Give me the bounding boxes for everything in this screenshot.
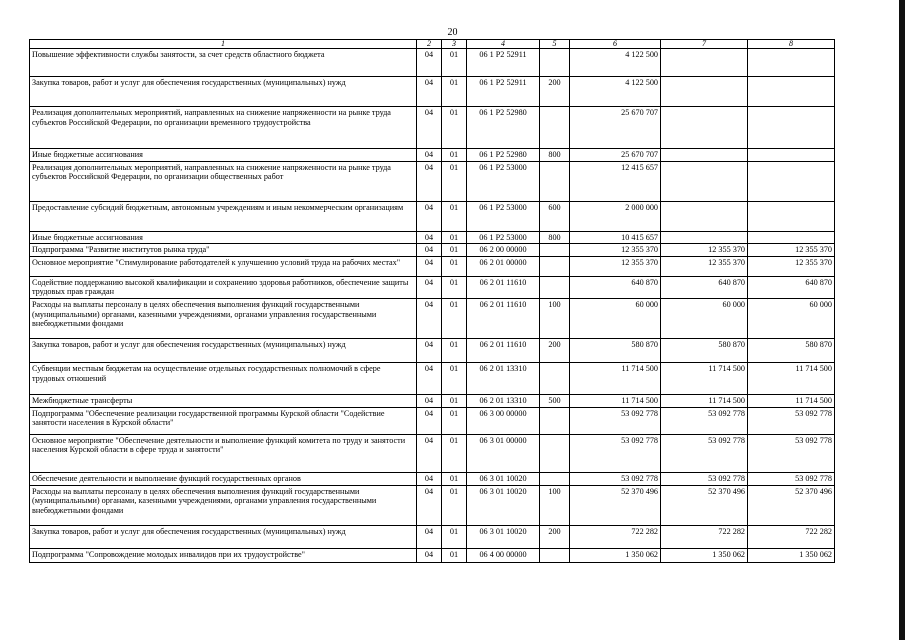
subsection-code: 01	[442, 201, 467, 231]
subsection-code: 01	[442, 231, 467, 244]
target-article-code: 06 1 Р2 52911	[467, 77, 540, 107]
row-name: Закупка товаров, работ и услуг для обеспечения государственных (муниципальных) нужд	[30, 338, 417, 362]
table-row	[30, 201, 835, 231]
amount-col-8: 12 355 370	[748, 244, 835, 257]
section-code: 04	[417, 244, 442, 257]
amount-col-8: 580 870	[748, 338, 835, 362]
section-code: 04	[417, 434, 442, 472]
section-code: 04	[417, 77, 442, 107]
amount-col-6: 4 122 500	[570, 77, 661, 107]
table-row	[30, 434, 835, 472]
subsection-code: 01	[442, 485, 467, 525]
expense-type-code	[540, 434, 570, 472]
table-row	[30, 394, 835, 407]
row-name: Подпрограмма "Сопровождение молодых инвалидов при их трудоустройстве"	[30, 548, 417, 562]
section-code: 04	[417, 107, 442, 149]
amount-col-8	[748, 161, 835, 201]
subsection-code: 01	[442, 298, 467, 338]
amount-col-7: 53 092 778	[661, 407, 748, 434]
table-row	[30, 77, 835, 107]
header-row	[30, 40, 835, 49]
table-row	[30, 407, 835, 434]
subsection-code: 01	[442, 276, 467, 298]
target-article-code: 06 1 Р2 53000	[467, 201, 540, 231]
subsection-code: 01	[442, 434, 467, 472]
subsection-code: 01	[442, 407, 467, 434]
amount-col-7	[661, 49, 748, 77]
target-article-code: 06 3 01 10020	[467, 472, 540, 485]
row-name: Закупка товаров, работ и услуг для обеспечения государственных (муниципальных) нужд	[30, 77, 417, 107]
table-row	[30, 49, 835, 77]
table-row	[30, 485, 835, 525]
expense-type-code	[540, 472, 570, 485]
amount-col-8	[748, 201, 835, 231]
section-code: 04	[417, 407, 442, 434]
budget-table	[29, 39, 835, 563]
header-cell: 4	[467, 40, 540, 49]
amount-col-8: 12 355 370	[748, 256, 835, 276]
page-number: 20	[447, 27, 458, 38]
amount-col-8	[748, 107, 835, 149]
row-name: Повышение эффективности службы занятости, за счет средств областного бюджета	[30, 49, 417, 77]
row-name: Иные бюджетные ассигнования	[30, 149, 417, 162]
expense-type-code: 800	[540, 231, 570, 244]
header-cell: 3	[442, 40, 467, 49]
amount-col-8: 11 714 500	[748, 362, 835, 394]
amount-col-8: 640 870	[748, 276, 835, 298]
table-row	[30, 231, 835, 244]
section-code: 04	[417, 201, 442, 231]
section-code: 04	[417, 256, 442, 276]
expense-type-code	[540, 407, 570, 434]
row-name: Предоставление субсидий бюджетным, автономным учреждениям и иным некоммерческим организациям	[30, 201, 417, 231]
section-code: 04	[417, 149, 442, 162]
section-code: 04	[417, 472, 442, 485]
section-code: 04	[417, 276, 442, 298]
amount-col-8: 52 370 496	[748, 485, 835, 525]
expense-type-code: 100	[540, 485, 570, 525]
row-name: Иные бюджетные ассигнования	[30, 231, 417, 244]
amount-col-8: 722 282	[748, 525, 835, 548]
subsection-code: 01	[442, 49, 467, 77]
expense-type-code: 200	[540, 77, 570, 107]
row-name: Подпрограмма "Развитие институтов рынка труда"	[30, 244, 417, 257]
subsection-code: 01	[442, 107, 467, 149]
amount-col-8: 53 092 778	[748, 472, 835, 485]
amount-col-6: 25 670 707	[570, 107, 661, 149]
row-name: Расходы на выплаты персоналу в целях обеспечения выполнения функций государственными (муниципальными) органами, казенными учреждениями, органами управления государственными внебюджетными фондами	[30, 298, 417, 338]
amount-col-7	[661, 149, 748, 162]
amount-col-8	[748, 231, 835, 244]
amount-col-8	[748, 149, 835, 162]
table-row	[30, 362, 835, 394]
target-article-code: 06 3 00 00000	[467, 407, 540, 434]
amount-col-7: 722 282	[661, 525, 748, 548]
target-article-code: 06 2 01 11610	[467, 338, 540, 362]
row-name: Реализация дополнительных мероприятий, направленных на снижение напряженности на рынке труда субъектов Российской Федерации, по организации общественных работ	[30, 161, 417, 201]
amount-col-8: 60 000	[748, 298, 835, 338]
subsection-code: 01	[442, 149, 467, 162]
expense-type-code: 500	[540, 394, 570, 407]
section-code: 04	[417, 394, 442, 407]
amount-col-7: 52 370 496	[661, 485, 748, 525]
row-name: Обеспечение деятельности и выполнение функций государственных органов	[30, 472, 417, 485]
amount-col-7: 580 870	[661, 338, 748, 362]
expense-type-code: 600	[540, 201, 570, 231]
header-cell: 8	[748, 40, 835, 49]
row-name: Подпрограмма "Обеспечение реализации государственной программы Курской области "Содействие занятости населения в Курской области"	[30, 407, 417, 434]
amount-col-6: 52 370 496	[570, 485, 661, 525]
expense-type-code	[540, 256, 570, 276]
subsection-code: 01	[442, 362, 467, 394]
amount-col-7	[661, 107, 748, 149]
section-code: 04	[417, 525, 442, 548]
table-row	[30, 256, 835, 276]
amount-col-6: 11 714 500	[570, 362, 661, 394]
subsection-code: 01	[442, 472, 467, 485]
subsection-code: 01	[442, 77, 467, 107]
amount-col-6: 53 092 778	[570, 407, 661, 434]
amount-col-8: 53 092 778	[748, 434, 835, 472]
amount-col-6: 12 415 657	[570, 161, 661, 201]
section-code: 04	[417, 485, 442, 525]
row-name: Основное мероприятие "Обеспечение деятельности и выполнение функций комитета по труду и занятости населения Курской области в сфере труда и занятости"	[30, 434, 417, 472]
target-article-code: 06 3 01 10020	[467, 525, 540, 548]
section-code: 04	[417, 231, 442, 244]
table-row	[30, 107, 835, 149]
header-cell: 1	[30, 40, 417, 49]
row-name: Содействие поддержанию высокой квалификации и сохранению здоровья работников, обеспечение защиты трудовых прав граждан	[30, 276, 417, 298]
table-row	[30, 525, 835, 548]
table-row	[30, 276, 835, 298]
amount-col-6: 12 355 370	[570, 256, 661, 276]
target-article-code: 06 3 01 00000	[467, 434, 540, 472]
expense-type-code	[540, 548, 570, 562]
amount-col-6: 2 000 000	[570, 201, 661, 231]
amount-col-7	[661, 77, 748, 107]
amount-col-8	[748, 49, 835, 77]
section-code: 04	[417, 298, 442, 338]
section-code: 04	[417, 362, 442, 394]
amount-col-6: 12 355 370	[570, 244, 661, 257]
amount-col-6: 1 350 062	[570, 548, 661, 562]
expense-type-code	[540, 362, 570, 394]
row-name: Реализация дополнительных мероприятий, направленных на снижение напряженности на рынке труда субъектов Российской Федерации, по организации временного трудоустройства	[30, 107, 417, 149]
expense-type-code: 100	[540, 298, 570, 338]
amount-col-6: 53 092 778	[570, 434, 661, 472]
amount-col-8: 11 714 500	[748, 394, 835, 407]
amount-col-7: 11 714 500	[661, 394, 748, 407]
amount-col-7: 53 092 778	[661, 472, 748, 485]
amount-col-6: 580 870	[570, 338, 661, 362]
amount-col-6: 4 122 500	[570, 49, 661, 77]
amount-col-7	[661, 231, 748, 244]
amount-col-7: 53 092 778	[661, 434, 748, 472]
expense-type-code	[540, 161, 570, 201]
section-code: 04	[417, 49, 442, 77]
section-code: 04	[417, 161, 442, 201]
amount-col-6: 11 714 500	[570, 394, 661, 407]
table-row	[30, 298, 835, 338]
table-body	[30, 40, 835, 563]
subsection-code: 01	[442, 525, 467, 548]
target-article-code: 06 1 Р2 52980	[467, 107, 540, 149]
amount-col-7: 11 714 500	[661, 362, 748, 394]
section-code: 04	[417, 548, 442, 562]
amount-col-7: 60 000	[661, 298, 748, 338]
amount-col-8: 1 350 062	[748, 548, 835, 562]
subsection-code: 01	[442, 161, 467, 201]
header-cell: 2	[417, 40, 442, 49]
target-article-code: 06 1 Р2 53000	[467, 161, 540, 201]
amount-col-6: 53 092 778	[570, 472, 661, 485]
amount-col-6: 25 670 707	[570, 149, 661, 162]
amount-col-6: 10 415 657	[570, 231, 661, 244]
amount-col-6: 640 870	[570, 276, 661, 298]
amount-col-6: 60 000	[570, 298, 661, 338]
amount-col-7: 12 355 370	[661, 256, 748, 276]
target-article-code: 06 4 00 00000	[467, 548, 540, 562]
expense-type-code: 800	[540, 149, 570, 162]
target-article-code: 06 2 01 13310	[467, 394, 540, 407]
target-article-code: 06 1 Р2 52911	[467, 49, 540, 77]
row-name: Основное мероприятие "Стимулирование работодателей к улучшению условий труда на рабочих местах"	[30, 256, 417, 276]
amount-col-7	[661, 161, 748, 201]
row-name: Расходы на выплаты персоналу в целях обеспечения выполнения функций государственными (муниципальными) органами, казенными учреждениями, органами управления государственными внебюджетными фондами	[30, 485, 417, 525]
table-row	[30, 472, 835, 485]
target-article-code: 06 1 Р2 53000	[467, 231, 540, 244]
subsection-code: 01	[442, 256, 467, 276]
expense-type-code: 200	[540, 525, 570, 548]
table-row	[30, 338, 835, 362]
expense-type-code	[540, 276, 570, 298]
header-cell: 6	[570, 40, 661, 49]
table-row	[30, 161, 835, 201]
table-row	[30, 548, 835, 562]
expense-type-code: 200	[540, 338, 570, 362]
subsection-code: 01	[442, 548, 467, 562]
amount-col-6: 722 282	[570, 525, 661, 548]
amount-col-8: 53 092 778	[748, 407, 835, 434]
header-cell: 5	[540, 40, 570, 49]
row-name: Субвенции местным бюджетам на осуществление отдельных государственных полномочий в сфере трудовых отношений	[30, 362, 417, 394]
expense-type-code	[540, 49, 570, 77]
row-name: Межбюджетные трансферты	[30, 394, 417, 407]
table-row	[30, 149, 835, 162]
amount-col-7	[661, 201, 748, 231]
table-row	[30, 244, 835, 257]
target-article-code: 06 1 Р2 52980	[467, 149, 540, 162]
target-article-code: 06 2 00 00000	[467, 244, 540, 257]
header-cell: 7	[661, 40, 748, 49]
subsection-code: 01	[442, 394, 467, 407]
subsection-code: 01	[442, 338, 467, 362]
row-name: Закупка товаров, работ и услуг для обеспечения государственных (муниципальных) нужд	[30, 525, 417, 548]
target-article-code: 06 2 01 00000	[467, 256, 540, 276]
subsection-code: 01	[442, 244, 467, 257]
amount-col-7: 640 870	[661, 276, 748, 298]
amount-col-7: 1 350 062	[661, 548, 748, 562]
target-article-code: 06 2 01 11610	[467, 276, 540, 298]
scan-edge	[899, 0, 905, 640]
amount-col-7: 12 355 370	[661, 244, 748, 257]
target-article-code: 06 3 01 10020	[467, 485, 540, 525]
amount-col-8	[748, 77, 835, 107]
target-article-code: 06 2 01 13310	[467, 362, 540, 394]
target-article-code: 06 2 01 11610	[467, 298, 540, 338]
expense-type-code	[540, 107, 570, 149]
expense-type-code	[540, 244, 570, 257]
section-code: 04	[417, 338, 442, 362]
